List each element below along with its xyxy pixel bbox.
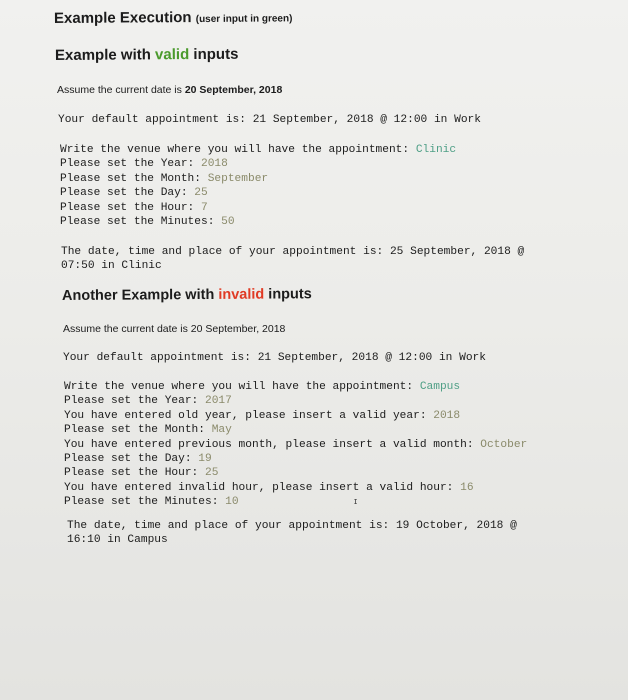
invalid-example-heading	[62, 288, 312, 304]
result-block-2	[67, 519, 517, 548]
user-input: 2017	[205, 395, 232, 408]
default-appointment-line-2	[63, 351, 486, 365]
user-input: 19	[198, 453, 212, 466]
user-input: 25	[194, 187, 208, 200]
prompt-line: Please set the Month: September	[60, 172, 269, 185]
assume-text: Assume the current date is 20 September, 2018	[63, 323, 286, 335]
assume-date: 20 September, 2018	[184, 84, 283, 96]
result-block-1	[61, 245, 524, 274]
user-input: October	[480, 438, 528, 451]
example-execution-title	[54, 10, 292, 27]
default-line-text: Your default appointment is: 21 September, 2018 @ 12:00 in Work	[63, 352, 486, 364]
result-line: 16:10 in Campus	[67, 534, 168, 547]
prompt-line: Please set the Hour: 25	[64, 467, 219, 480]
prompt-line: Please set the Minutes: 10	[64, 496, 239, 509]
prompt-list-2	[64, 380, 527, 510]
result-line: The date, time and place of your appointment is: 19 October, 2018 @	[67, 520, 517, 532]
prompt-line: You have entered previous month, please insert a valid month: October	[64, 438, 528, 451]
user-input: May	[211, 424, 232, 437]
result-line: The date, time and place of your appointment is: 25 September, 2018 @	[61, 246, 525, 258]
title-text: Example Execution	[53, 9, 196, 27]
assume-prefix: Assume the current date is	[57, 84, 185, 96]
user-input: Clinic	[415, 144, 457, 156]
text-cursor-icon: ɪ	[354, 496, 358, 506]
prompt-line: Write the venue where you will have the appointment: Campus	[64, 381, 461, 393]
subtitle-suffix: inputs	[189, 45, 239, 64]
assume-date-note	[57, 84, 282, 96]
prompt-line: Please set the Year: 2017	[64, 395, 232, 408]
title-note: (user input in green)	[195, 13, 293, 26]
subtitle-suffix: inputs	[264, 286, 312, 303]
subtitle-accent: invalid	[218, 286, 265, 303]
prompt-line: Write the venue where you will have the appointment: Clinic	[60, 144, 457, 156]
default-appointment-line	[58, 113, 481, 127]
prompt-line: Please set the Month: May	[64, 424, 232, 437]
user-input: September	[207, 172, 269, 185]
prompt-line: Please set the Minutes: 50	[60, 216, 235, 229]
prompt-line: Please set the Day: 19	[64, 453, 212, 466]
prompt-line: You have entered invalid hour, please insert a valid hour: 16	[64, 481, 474, 494]
subtitle-accent: valid	[154, 46, 190, 64]
user-input: 10	[225, 496, 239, 509]
subtitle-prefix: Another Example with	[61, 286, 219, 304]
user-input: 7	[201, 201, 208, 214]
prompt-line: Please set the Year: 2018	[60, 158, 228, 171]
default-line-text: Your default appointment is: 21 September, 2018 @ 12:00 in Work	[58, 114, 481, 126]
result-line: 07:50 in Clinic	[61, 260, 162, 273]
user-input: 25	[205, 467, 219, 480]
prompt-line: Please set the Hour: 7	[60, 201, 208, 214]
user-input: 2018	[433, 409, 461, 422]
valid-example-heading	[55, 47, 238, 64]
user-input: Campus	[419, 381, 461, 393]
user-input: 50	[221, 216, 235, 229]
user-input: 16	[460, 481, 474, 494]
prompt-list-1	[60, 143, 456, 229]
prompt-line: You have entered old year, please insert a valid year: 2018	[64, 409, 461, 422]
subtitle-prefix: Example with	[54, 46, 156, 64]
assume-date-note-2	[63, 323, 285, 335]
user-input: 2018	[201, 158, 228, 171]
prompt-line: Please set the Day: 25	[60, 187, 208, 200]
